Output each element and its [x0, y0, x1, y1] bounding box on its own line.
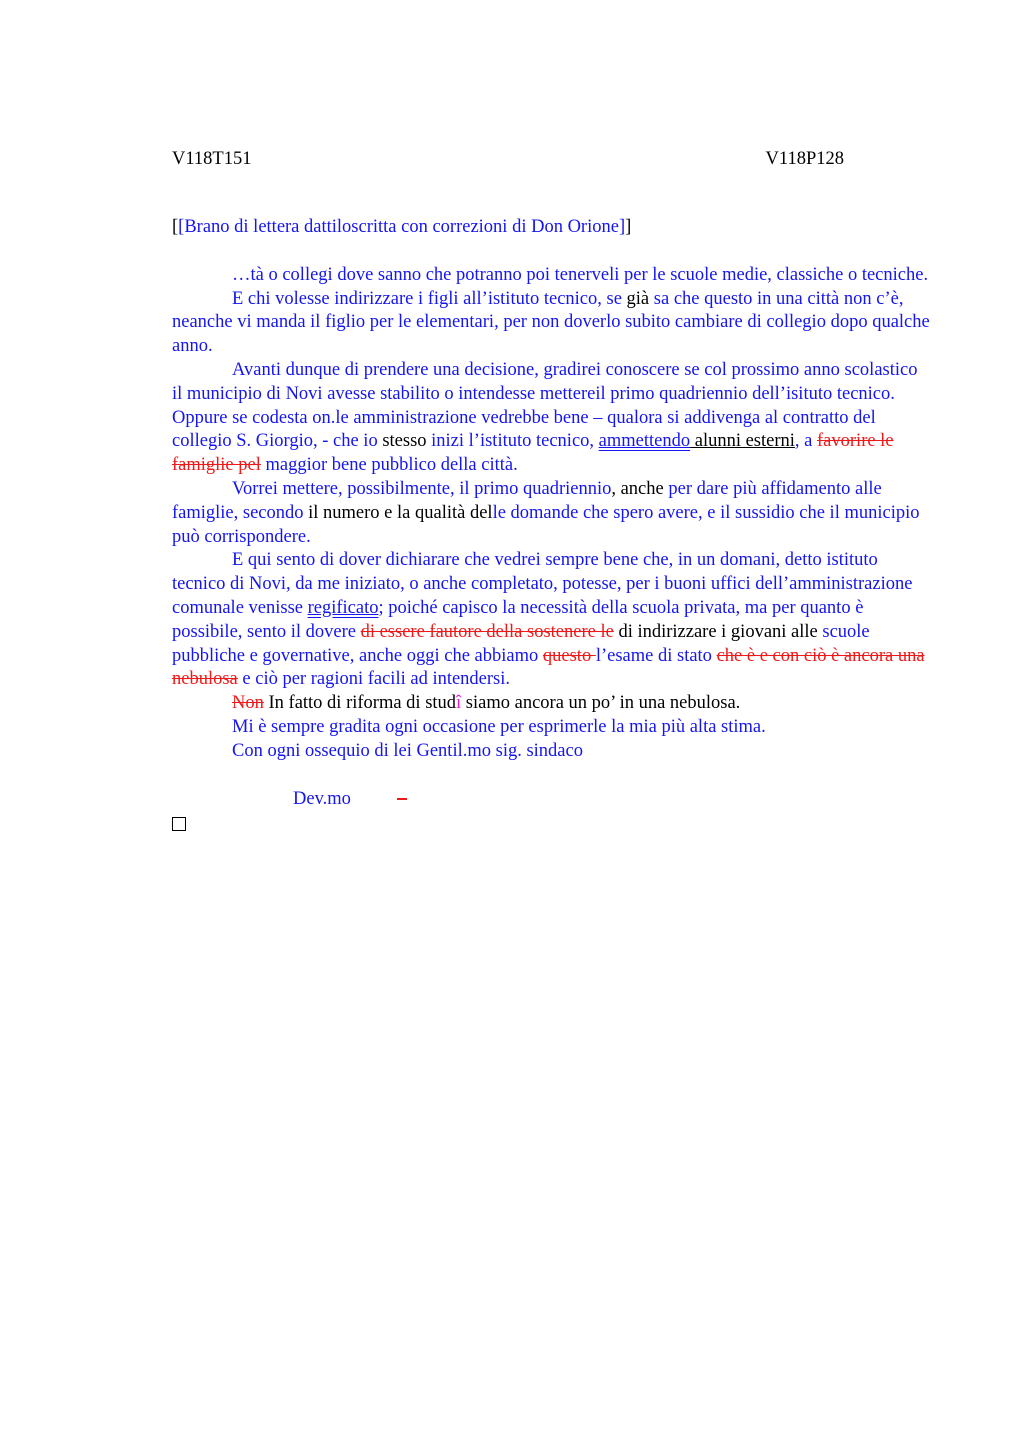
red-dash-mark [397, 798, 407, 800]
accent-mark: î [456, 693, 462, 714]
typed-text: Avanti dunque di prendere una decisione, gradirei conoscere se col prossimo anno scolastico il municipio di Novi avesse stabilito o intendesse mettereil primo quadriennio dell’isituto tecnico. Oppure se codesta on.le amministrazione vedrebbe bene – qualora si addivenga al contratto del collegio S. Giorgio, - che io [172, 359, 918, 452]
typed-text: sa che questo in una città non c’è, neanche vi manda il figlio per le elementari, per non doverlo subito cambiare di collegio dopo qualche anno. [172, 288, 930, 357]
paragraph-1: …tà o collegi dove sanno che potranno poi tenerveli per le scuole medie, classiche o tecniche. [232, 264, 929, 285]
header-codes [172, 147, 844, 171]
handwritten-addition: In fatto di riforma di stud [263, 693, 457, 714]
handwritten-addition: di indirizzare i giovani alle [613, 621, 823, 642]
typed-text: e ciò per ragioni facili ad intendersi. [237, 669, 511, 690]
typed-text: E chi volesse indirizzare i figli all’istituto tecnico, se [232, 288, 627, 309]
typed-text: le domande che spero avere, e il sussidio che il municipio può corrispondere. [172, 502, 920, 547]
typed-text: maggior bene pubblico della città. [260, 455, 518, 476]
paragraph-3 [172, 359, 932, 478]
strikethrough-text: favorire le famiglie pel [172, 431, 894, 476]
paragraph-7: Mi è sempre gradita ogni occasione per esprimerle la mia più alta stima. [232, 716, 766, 737]
typed-text: E qui sento di dover dichiarare che vedrei sempre bene che, in un domani, detto istituto tecnico di Novi, da me iniziato, o anche completato, potesse, per i buoni uffici dell’amministrazione comunale venisse [172, 550, 913, 618]
title-text: [Brano di lettera dattiloscritta con correzioni di Don Orione] [178, 217, 626, 237]
spacer [172, 764, 932, 788]
typed-text: per dare più affidamento alle famiglie, secondo [172, 478, 882, 523]
paragraph-2 [172, 288, 932, 359]
left-code: V118T151 [172, 149, 252, 169]
paragraph-6 [172, 692, 932, 716]
typed-text: Vorrei mettere, possibilmente, il primo quadriennio [232, 478, 612, 499]
spacer [172, 240, 932, 264]
paragraph-5 [172, 549, 932, 692]
double-underlined-text: regificato [307, 597, 379, 618]
typed-text: ; poiché capisco la necessità della scuola privata, ma per quanto è possibile, sento il dovere [172, 597, 864, 642]
underlined-addition: alunni esterni [690, 431, 795, 452]
typed-text: inizi l’istituto tecnico, [431, 431, 599, 452]
box-line [172, 811, 932, 839]
typed-text: l’esame di stato [595, 645, 717, 666]
paragraph-4 [172, 478, 932, 549]
strikethrough-text: di essere fautore della sostenere le [360, 621, 614, 642]
typed-text: , a [794, 431, 818, 452]
empty-square-icon [172, 817, 186, 831]
paragraph-8: Con ogni ossequio di lei Gentil.mo sig. sindaco [232, 740, 583, 761]
typed-text: scuole pubbliche e governative, anche oggi che abbiamo [172, 621, 870, 666]
handwritten-addition: il numero e la qualità del [303, 502, 493, 523]
signature-line [172, 788, 932, 812]
strikethrough-text: Non [232, 693, 264, 714]
right-code: V118P128 [765, 149, 844, 169]
handwritten-addition: siamo ancora un po’ in una nebulosa. [461, 693, 741, 714]
document-body [172, 216, 932, 839]
strikethrough-text: questo [542, 645, 596, 666]
document-title: [[Brano di lettera dattiloscritta con correzioni di Don Orione]] [172, 217, 632, 237]
double-underlined-text: ammettendo [598, 431, 691, 452]
strikethrough-text: che è e con ciò è ancora una nebulosa [172, 645, 925, 690]
signature-text: Dev.mo [293, 788, 351, 809]
handwritten-addition: stesso [377, 431, 432, 452]
handwritten-addition: già [626, 288, 650, 309]
handwritten-addition: , anche [611, 478, 669, 499]
